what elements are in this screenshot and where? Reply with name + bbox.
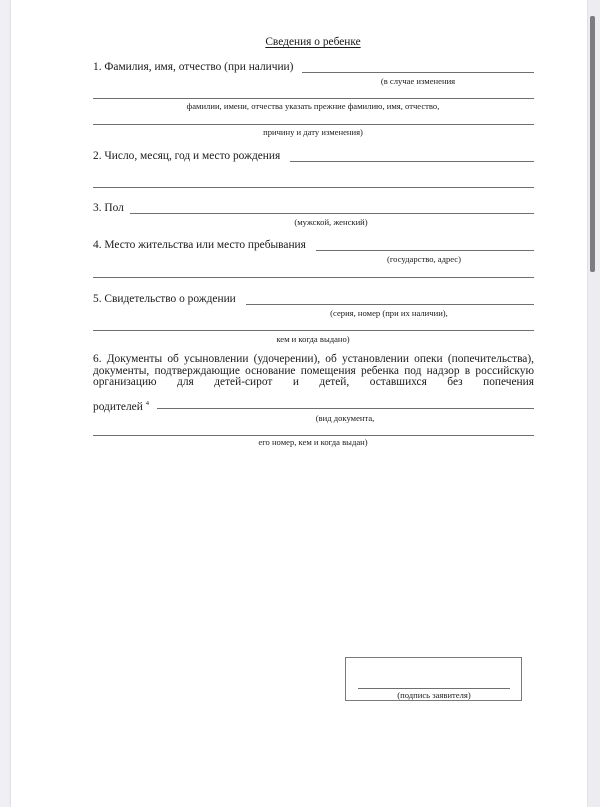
item-2-fill-line-2[interactable]: [93, 187, 534, 188]
item-3-label: 3. Пол: [93, 202, 124, 214]
item-2-fill-line[interactable]: [290, 161, 534, 162]
item-5-label: 5. Свидетельство о рождении: [93, 293, 236, 305]
signature-hint: (подпись заявителя): [397, 690, 471, 700]
item-5-hint-1: (серия, номер (при их наличии),: [330, 308, 448, 318]
item-6-fill-line-2[interactable]: [93, 435, 534, 436]
item-6-label: 6. Документы об усыновлении (удочерении), об установлении опеки (попечительства), документы, подтверждающие основание помещения ребенка под надзор в российскую организацию для детей-сирот и детей, оставшихся без попечения: [93, 353, 534, 389]
item-1-hint-3: причину и дату изменения): [263, 127, 363, 137]
item-5-hint-2: кем и когда выдано): [276, 334, 350, 344]
item-1-fill-line[interactable]: [302, 72, 534, 73]
item-2-label: 2. Число, месяц, год и место рождения: [93, 150, 281, 162]
footnote-marker: 4: [145, 400, 149, 407]
item-6-hint-2: его номер, кем и когда выдан): [258, 437, 368, 447]
item-3-fill-line[interactable]: [130, 213, 534, 214]
item-4-fill-line-2[interactable]: [93, 277, 534, 278]
item-6-fill-line[interactable]: [157, 408, 534, 409]
item-4-hint: (государство, адрес): [387, 254, 461, 264]
scrollbar-thumb[interactable]: [590, 16, 595, 272]
item-6-label-last-line: [93, 400, 149, 413]
item-1-fill-line-2[interactable]: [93, 98, 534, 99]
item-1-hint-2: фамилии, имени, отчества указать прежние фамилию, имя, отчество,: [186, 101, 440, 111]
item-5-fill-line-2[interactable]: [93, 330, 534, 331]
item-6-label-last-word: родителей: [93, 401, 143, 413]
item-5-fill-line[interactable]: [246, 304, 534, 305]
item-6-hint-1: (вид документа,: [315, 413, 375, 423]
item-1-label: 1. Фамилия, имя, отчество (при наличии): [93, 61, 294, 73]
item-1-hint-1: (в случае изменения: [380, 76, 456, 86]
item-4-fill-line[interactable]: [316, 250, 534, 251]
item-4-label: 4. Место жительства или место пребывания: [93, 239, 306, 251]
document-title: Сведения о ребенке: [265, 36, 361, 48]
item-1-fill-line-3[interactable]: [93, 124, 534, 125]
signature-line[interactable]: [358, 688, 510, 689]
item-3-hint: (мужской, женский): [294, 217, 368, 227]
